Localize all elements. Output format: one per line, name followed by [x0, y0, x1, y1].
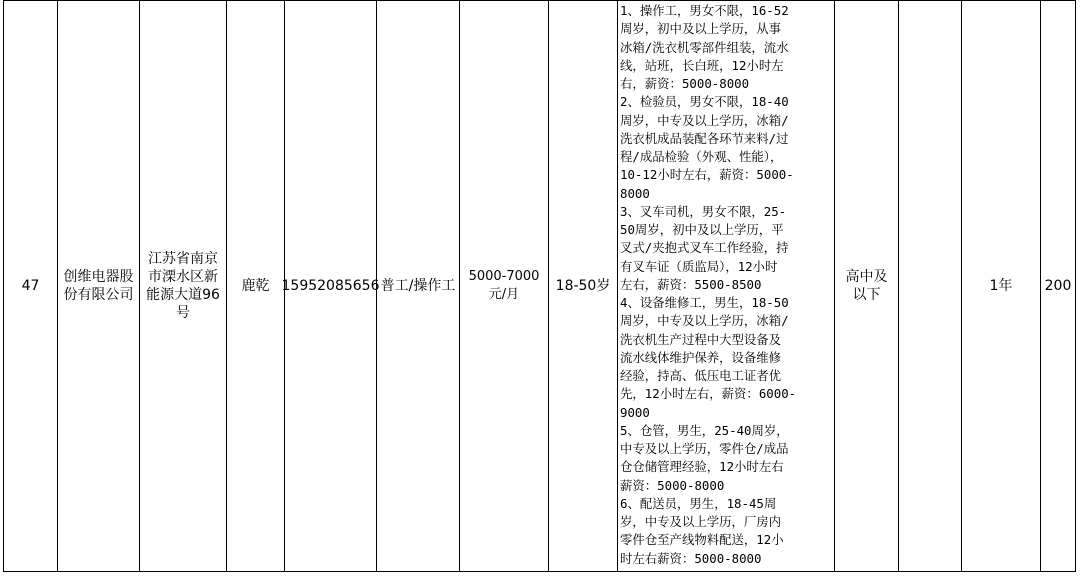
description-line: 仓仓储管理经验，12小时左右 [620, 459, 784, 475]
description-line: 8000 [620, 185, 650, 201]
description-line: 程/成品检验（外观、性能）， [620, 149, 783, 164]
description-line: 经验，持高、低压电工证者优 [620, 368, 782, 383]
row-index: 47 [21, 278, 40, 294]
company-name: 创维电器股份有限公司 [63, 269, 134, 303]
description-line: 1、操作工，男女不限，16-52 [620, 3, 789, 18]
education-requirement: 高中及以下 [845, 269, 888, 303]
description-line: 叉式/夹抱式叉车工作经验，持 [620, 240, 789, 256]
description-line: 2、检验员，男女不限，18-40 [620, 94, 789, 110]
description-line: 有叉车证（质监局），12小时 [620, 258, 778, 274]
address-cell [140, 0, 226, 572]
education-cell [835, 0, 898, 572]
hiring-count: 200 [1044, 278, 1072, 294]
count-cell [1041, 0, 1075, 572]
company-cell [58, 0, 139, 572]
salary-cell [460, 0, 548, 572]
description-line: 周岁，中专及以上学历，冰箱/ [620, 313, 789, 329]
contact-cell [227, 0, 284, 572]
description-line: 周岁，中专及以上学历，冰箱/ [620, 112, 789, 128]
description-line: 时左右薪资：5000-8000 [620, 550, 762, 566]
job-description [620, 2, 833, 571]
description-line: 流水线体维护保养，设备维修 [620, 349, 782, 365]
description-line: 薪资：5000-8000 [620, 477, 725, 493]
column-divider [617, 0, 618, 572]
phone-cell [281, 0, 380, 572]
column-divider [1075, 0, 1076, 572]
contact-phone: 15952085656 [281, 278, 380, 294]
description-line: 零件仓至产线物料配送，12小 [620, 532, 784, 548]
description-line: 冰箱/洗衣机零部件组装，流水 [620, 39, 789, 55]
description-line: 右，薪资：5000-8000 [620, 76, 750, 91]
position-cell [377, 0, 459, 572]
age-range: 18-50岁 [555, 278, 611, 294]
description-line: 线，站班，长白班，12小时左 [620, 57, 784, 73]
salary-range: 5000-7000元/月 [468, 269, 540, 302]
description-line: 5、仓管，男生，25-40周岁， [620, 422, 789, 438]
age-cell [549, 0, 617, 572]
description-line: 10-12小时左右，薪资：5000- [620, 167, 794, 183]
empty-cell [899, 0, 961, 572]
description-line: 3、叉车司机，男女不限，25- [620, 203, 787, 219]
contact-person: 鹿乾 [241, 278, 270, 294]
description-line: 左右，薪资：5500-8500 [620, 276, 762, 292]
contract-term: 1年 [989, 278, 1013, 294]
row-index-cell [4, 0, 57, 572]
description-line: 先，12小时左右，薪资：6000- [620, 386, 797, 402]
description-line: 9000 [620, 404, 650, 420]
company-address: 江苏省南京市溧水区新能源大道96号 [146, 251, 220, 321]
description-line: 洗衣机成品装配各环节来料/过 [620, 130, 789, 146]
job-position: 普工/操作工 [380, 278, 456, 294]
description-line: 4、设备维修工，男生，18-50 [620, 295, 789, 310]
description-line: 周岁，初中及以上学历，从事 [620, 21, 782, 37]
description-line: 中专及以上学历，零件仓/成品 [620, 441, 789, 456]
description-line: 50周岁，初中及以上学历，平 [620, 222, 784, 237]
term-cell [962, 0, 1040, 572]
description-line: 洗衣机生产过程中大型设备及 [620, 331, 782, 347]
description-line: 岁，中专及以上学历，厂房内 [620, 514, 782, 529]
description-line: 6、配送员，男生，18-45周 [620, 495, 777, 511]
